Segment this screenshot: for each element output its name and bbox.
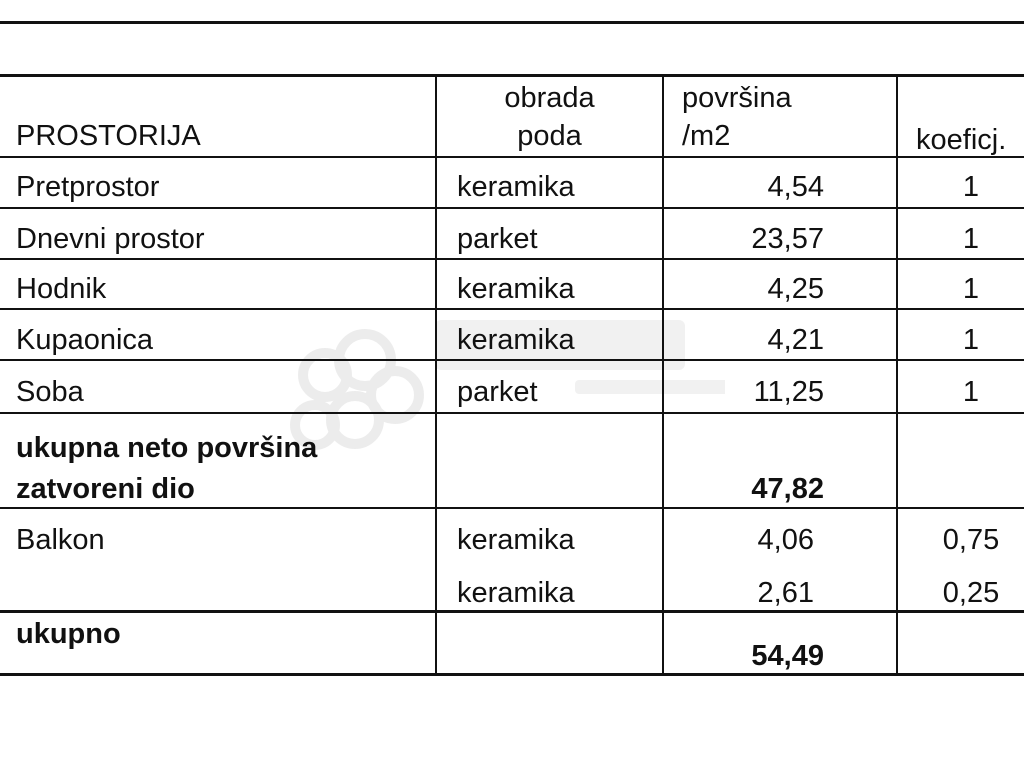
header-room: PROSTORIJA xyxy=(16,120,201,152)
area-value: 4,21 xyxy=(767,324,824,356)
floor-type: keramika xyxy=(457,273,575,305)
area-value: 4,25 xyxy=(767,273,824,305)
room-name: Hodnik xyxy=(16,273,107,305)
row-divider xyxy=(0,156,1024,158)
subtotal-area: 47,82 xyxy=(751,473,824,505)
coef-value: 1 xyxy=(962,171,980,203)
header-coef: koeficj. xyxy=(916,124,1007,156)
floor-type: parket xyxy=(457,376,538,408)
area-value: 2,61 xyxy=(757,577,814,609)
table-top-border xyxy=(0,21,1024,24)
coef-value: 1 xyxy=(962,376,980,408)
area-value: 4,06 xyxy=(757,524,814,556)
row-divider xyxy=(0,308,1024,310)
row-divider xyxy=(0,258,1024,260)
row-divider xyxy=(0,412,1024,414)
coef-value: 1 xyxy=(962,273,980,305)
coef-value: 0,25 xyxy=(942,577,1000,609)
coef-value: 1 xyxy=(962,223,980,255)
table-header-border xyxy=(0,74,1024,77)
floor-type: keramika xyxy=(457,324,575,356)
total-label: ukupno xyxy=(16,618,121,650)
room-name: Kupaonica xyxy=(16,324,154,356)
header-floor-line1: obrada xyxy=(504,82,595,114)
header-floor-line2: poda xyxy=(517,120,582,152)
subtotal-label-line1: ukupna neto površina xyxy=(16,432,318,464)
total-area: 54,49 xyxy=(751,640,824,672)
area-value: 11,25 xyxy=(753,376,824,408)
room-name: Soba xyxy=(16,376,84,408)
coef-value: 1 xyxy=(962,324,980,356)
floor-type: keramika xyxy=(457,171,575,203)
floor-type: parket xyxy=(457,223,538,255)
floor-type: keramika xyxy=(457,524,575,556)
header-area-line1: površina xyxy=(682,82,792,114)
coef-value: 0,75 xyxy=(942,524,1000,556)
table-bottom-border xyxy=(0,673,1024,676)
area-value: 23,57 xyxy=(751,223,824,255)
row-divider xyxy=(0,507,1024,509)
header-area-line2: /m2 xyxy=(682,120,731,152)
row-divider xyxy=(0,359,1024,361)
column-divider xyxy=(435,76,437,675)
floor-type: keramika xyxy=(457,577,575,609)
room-name: Dnevni prostor xyxy=(16,223,205,255)
room-name: Pretprostor xyxy=(16,171,160,203)
row-divider xyxy=(0,207,1024,209)
subtotal-label-line2: zatvoreni dio xyxy=(16,473,195,505)
room-name: Balkon xyxy=(16,524,105,556)
area-value: 4,54 xyxy=(767,171,824,203)
